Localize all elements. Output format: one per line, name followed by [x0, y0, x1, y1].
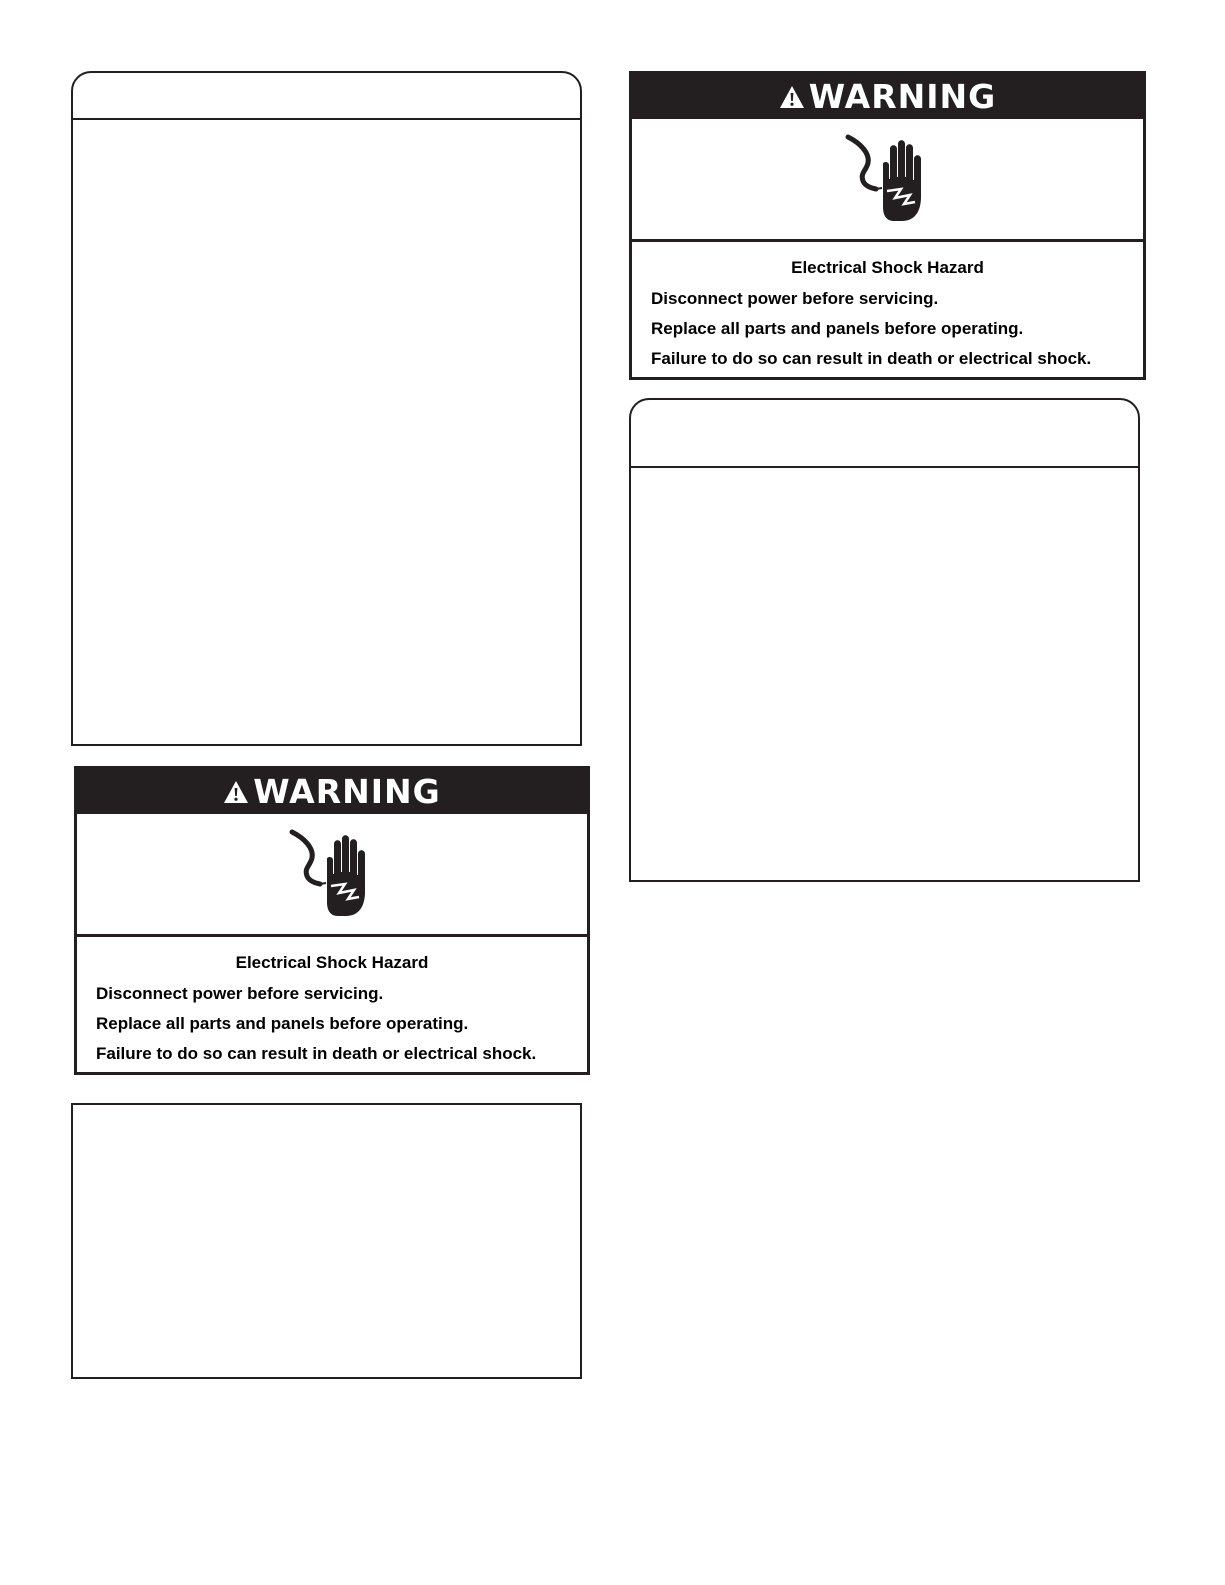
- blank-panel-right: [629, 398, 1140, 882]
- blank-panel-header: [631, 400, 1138, 468]
- warning-header: [632, 74, 1143, 119]
- blank-panel-bottom-left: [71, 1103, 582, 1379]
- warning-title: WARNING: [253, 772, 441, 811]
- warning-line-failure: Failure to do so can result in death or electrical shock.: [651, 349, 1092, 368]
- warning-text: [632, 242, 1143, 377]
- warning-box-top-right: [629, 71, 1146, 380]
- warning-text: [77, 937, 587, 1072]
- warning-header: [77, 769, 587, 814]
- warning-triangle-icon: [223, 780, 249, 804]
- electrical-shock-hand-icon: [838, 133, 938, 225]
- electrical-shock-hand-icon: [282, 828, 382, 920]
- hazard-icon-area: [77, 814, 587, 937]
- warning-line-disconnect: Disconnect power before servicing.: [651, 289, 939, 308]
- warning-line-replace: Replace all parts and panels before operating.: [651, 319, 1024, 338]
- hazard-title: Electrical Shock Hazard: [235, 953, 429, 972]
- warning-line-replace: Replace all parts and panels before operating.: [96, 1014, 469, 1033]
- hazard-icon-area: [632, 119, 1143, 242]
- hazard-title: Electrical Shock Hazard: [791, 258, 984, 277]
- warning-line-failure: Failure to do so can result in death or electrical shock.: [96, 1044, 537, 1063]
- blank-panel-top-left: [71, 71, 582, 746]
- warning-line-disconnect: Disconnect power before servicing.: [96, 984, 384, 1003]
- warning-box-left: [74, 766, 590, 1075]
- warning-title: WARNING: [808, 77, 997, 116]
- warning-triangle-icon: [779, 85, 805, 109]
- blank-panel-header: [73, 73, 580, 120]
